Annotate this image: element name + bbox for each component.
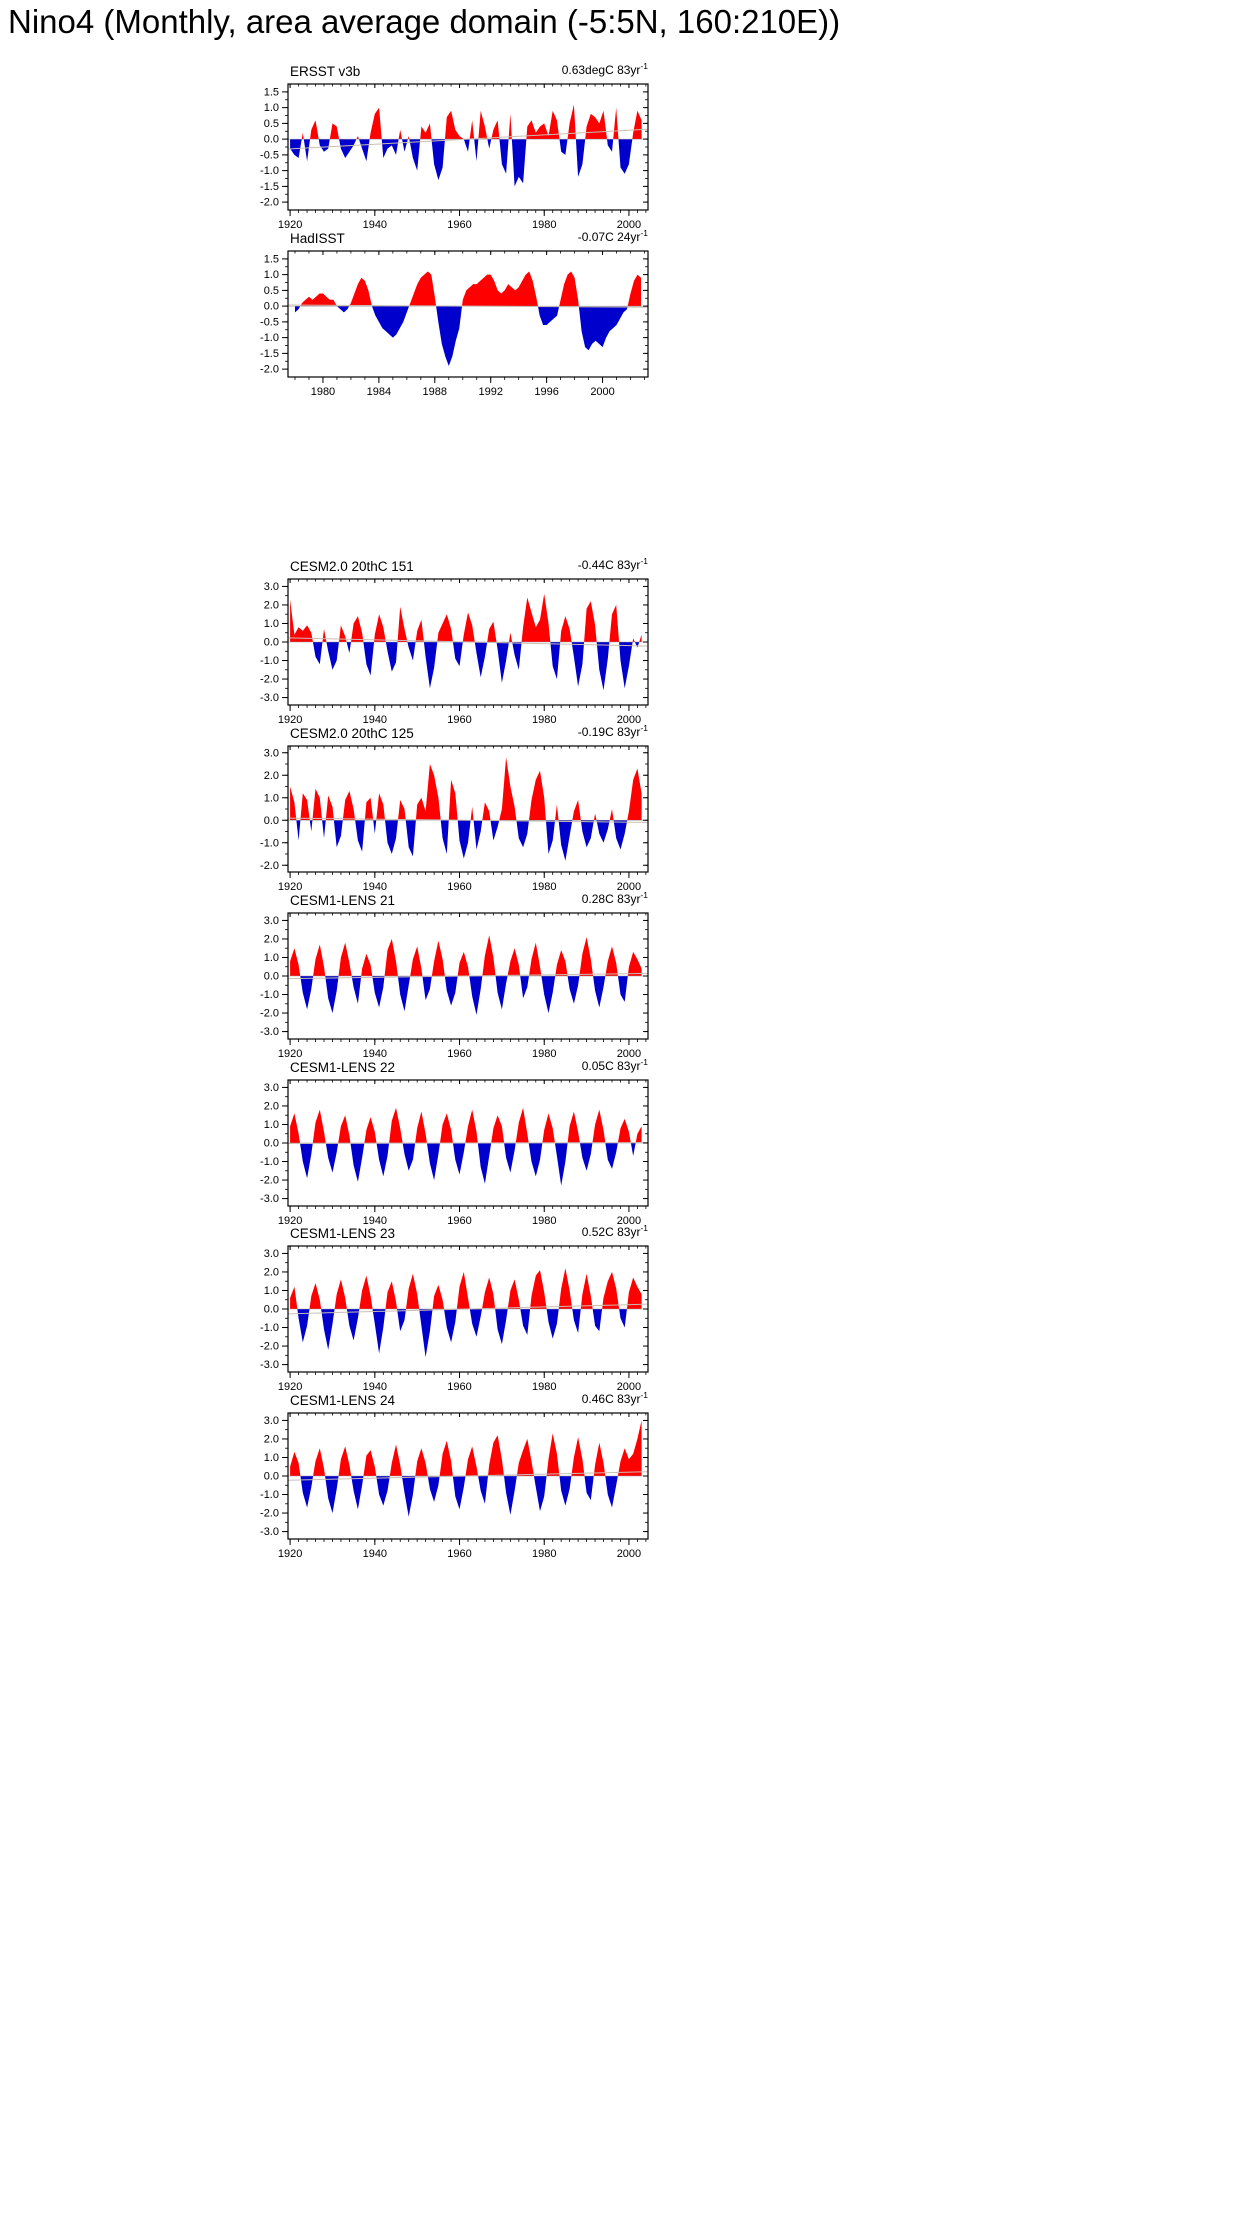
x-axis-tick-label: 1940 <box>362 219 388 231</box>
y-axis-tick-label: 3.0 <box>263 1081 279 1094</box>
y-axis-tick-label: -2.0 <box>260 196 279 209</box>
panel-cesm1-lens-22 <box>220 1054 690 1234</box>
y-axis-tick-label: 1.0 <box>263 617 279 630</box>
panel-title: CESM1-LENS 21 <box>290 893 396 908</box>
x-axis-tick-label: 1996 <box>534 386 559 398</box>
y-axis-tick-label: -0.5 <box>260 149 279 162</box>
x-axis-tick-label: 2000 <box>616 219 642 231</box>
x-axis-tick-label: 1920 <box>277 1381 303 1393</box>
y-axis-tick-label: 1.0 <box>263 269 279 282</box>
anomaly-area-negative <box>290 1108 641 1186</box>
x-axis-tick-label: 1940 <box>362 1215 388 1227</box>
figure-title: Nino4 (Monthly, area average domain (-5:5N, 160:210E)) <box>8 3 841 40</box>
y-axis-tick-label: 0.0 <box>263 300 279 313</box>
x-axis-tick-label: 1984 <box>366 386 392 398</box>
x-axis-tick-label: 1920 <box>277 1215 303 1227</box>
x-axis-tick-label: 1960 <box>447 1215 472 1227</box>
y-axis-tick-label: 2.0 <box>263 1100 279 1113</box>
x-axis-tick-label: 2000 <box>616 1048 642 1060</box>
axis-tick-labels <box>260 253 615 398</box>
anomaly-area-negative <box>295 272 641 367</box>
axis-tick-labels <box>260 1415 641 1560</box>
y-axis-tick-label: -3.0 <box>260 1193 279 1206</box>
y-axis-tick-label: 0.0 <box>263 133 279 146</box>
trend-label-exponent: -1 <box>640 1223 648 1233</box>
y-axis-tick-label: -2.0 <box>260 1174 279 1187</box>
panel-cesm1-lens-23 <box>220 1220 690 1400</box>
x-axis-tick-label: 1920 <box>277 219 303 231</box>
x-axis-tick-label: 1940 <box>362 1048 388 1060</box>
x-axis-tick-label: 1960 <box>447 714 472 726</box>
anomaly-area-negative <box>290 105 641 187</box>
trend-label: -0.44C $83yr^{-1}$ <box>577 556 648 572</box>
x-axis-tick-label: 1960 <box>447 1381 472 1393</box>
x-axis-tick-label: 2000 <box>590 386 615 398</box>
y-axis-tick-label: 0.0 <box>263 970 279 983</box>
trend-label: 0.05C $83yr^{-1}$ <box>581 1057 648 1073</box>
y-axis-tick-label: 0.0 <box>263 1137 279 1150</box>
y-axis-tick-label: -1.0 <box>260 989 279 1002</box>
panel-title: CESM1-LENS 22 <box>290 1060 396 1075</box>
x-axis-tick-label: 2000 <box>616 1381 642 1393</box>
y-axis-tick-label: -1.0 <box>260 655 279 668</box>
y-axis-tick-label: -3.0 <box>260 1359 279 1372</box>
panel-hadisst <box>220 225 690 405</box>
trend-label-exponent: -1 <box>640 890 648 900</box>
y-axis-tick-label: 0.0 <box>263 636 279 649</box>
y-axis-tick-label: 0.0 <box>263 1303 279 1316</box>
x-axis-tick-label: 1992 <box>478 386 503 398</box>
y-axis-tick-label: 2.0 <box>263 1433 279 1446</box>
plot-frame <box>288 746 648 872</box>
panel-cesm2-0-20thc-151 <box>220 553 690 733</box>
y-axis-tick-label: 0.5 <box>263 117 279 130</box>
axis-tick-labels <box>260 86 641 231</box>
trend-label-exponent: -1 <box>640 556 648 566</box>
trend-label-exponent: -1 <box>640 228 648 238</box>
panel-ersst-v3b <box>220 58 690 238</box>
trend-label-exponent: -1 <box>640 1390 648 1400</box>
y-axis-tick-label: 2.0 <box>263 933 279 946</box>
y-axis-tick-label: -1.0 <box>260 1489 279 1502</box>
panel-cesm2-0-20thc-125 <box>220 720 690 900</box>
panel-cesm1-lens-21 <box>220 887 690 1067</box>
y-axis-tick-label: 0.5 <box>263 284 279 297</box>
y-axis-tick-label: -2.0 <box>260 1507 279 1520</box>
y-axis-tick-label: -1.0 <box>260 165 279 178</box>
y-axis-tick-label: 1.0 <box>263 1284 279 1297</box>
y-axis-tick-label: 3.0 <box>263 1247 279 1260</box>
y-axis-tick-label: -1.0 <box>260 1322 279 1335</box>
x-axis-tick-label: 1940 <box>362 714 388 726</box>
x-axis-tick-label: 1940 <box>362 1548 388 1560</box>
y-axis-tick-label: -1.5 <box>260 180 279 193</box>
axis-ticks <box>282 84 648 216</box>
y-axis-tick-label: 0.0 <box>263 1470 279 1483</box>
anomaly-area-negative <box>290 757 641 861</box>
panel-title: ERSST v3b <box>290 64 361 79</box>
trend-label-exponent: -1 <box>640 61 648 71</box>
x-axis-tick-label: 1980 <box>531 1381 557 1393</box>
trend-label: 0.63degC $83yr^{-1}$ <box>561 61 648 77</box>
y-axis-tick-label: 3.0 <box>263 1414 279 1427</box>
x-axis-tick-label: 1940 <box>362 881 388 893</box>
x-axis-tick-label: 1920 <box>277 1548 303 1560</box>
y-axis-tick-label: 1.5 <box>263 86 279 99</box>
x-axis-tick-label: 1980 <box>531 219 557 231</box>
x-axis-tick-label: 1920 <box>277 881 303 893</box>
trend-label: -0.07C $24yr^{-1}$ <box>577 228 648 244</box>
y-axis-tick-label: 3.0 <box>263 747 279 760</box>
x-axis-tick-label: 1980 <box>531 1048 557 1060</box>
x-axis-tick-label: 1980 <box>531 881 557 893</box>
y-axis-tick-label: -2.0 <box>260 859 279 872</box>
trend-label: 0.28C $83yr^{-1}$ <box>581 890 648 906</box>
x-axis-tick-label: 1980 <box>531 714 557 726</box>
panel-cesm1-lens-24 <box>220 1387 690 1567</box>
x-axis-tick-label: 2000 <box>616 1548 642 1560</box>
y-axis-tick-label: -2.0 <box>260 673 279 686</box>
panel-title: CESM2.0 20thC 151 <box>290 559 414 574</box>
y-axis-tick-label: -2.0 <box>260 363 279 376</box>
y-axis-tick-label: 1.0 <box>263 951 279 964</box>
y-axis-tick-label: -1.0 <box>260 1156 279 1169</box>
y-axis-tick-label: -1.5 <box>260 347 279 360</box>
x-axis-tick-label: 1980 <box>310 386 336 398</box>
x-axis-tick-label: 2000 <box>616 714 642 726</box>
axis-ticks <box>282 746 648 878</box>
y-axis-tick-label: 2.0 <box>263 599 279 612</box>
x-axis-tick-label: 1980 <box>531 1548 557 1560</box>
y-axis-tick-label: 3.0 <box>263 580 279 593</box>
x-axis-tick-label: 2000 <box>616 881 642 893</box>
y-axis-tick-label: -2.0 <box>260 1340 279 1353</box>
panel-title: CESM2.0 20thC 125 <box>290 726 414 741</box>
y-axis-tick-label: -3.0 <box>260 1026 279 1039</box>
x-axis-tick-label: 1980 <box>531 1215 557 1227</box>
trend-label: 0.52C $83yr^{-1}$ <box>581 1223 648 1239</box>
y-axis-tick-label: 1.0 <box>263 1118 279 1131</box>
y-axis-tick-label: 2.0 <box>263 1266 279 1279</box>
anomaly-area-positive <box>290 935 641 1015</box>
x-axis-tick-label: 1920 <box>277 714 303 726</box>
y-axis-tick-label: 0.0 <box>263 814 279 827</box>
y-axis-tick-label: -3.0 <box>260 692 279 705</box>
x-axis-tick-label: 1960 <box>447 881 472 893</box>
y-axis-tick-label: 3.0 <box>263 914 279 927</box>
x-axis-tick-label: 1940 <box>362 1381 388 1393</box>
panel-title: CESM1-LENS 23 <box>290 1226 396 1241</box>
x-axis-tick-label: 1960 <box>447 1048 472 1060</box>
x-axis-tick-label: 1988 <box>422 386 448 398</box>
y-axis-tick-label: -2.0 <box>260 1007 279 1020</box>
panel-title: HadISST <box>290 231 345 246</box>
y-axis-tick-label: 2.0 <box>263 769 279 782</box>
y-axis-tick-label: 1.0 <box>263 102 279 115</box>
y-axis-tick-label: 1.0 <box>263 1451 279 1464</box>
x-axis-tick-label: 2000 <box>616 1215 642 1227</box>
x-axis-tick-label: 1960 <box>447 1548 472 1560</box>
axis-ticks <box>282 1246 648 1378</box>
y-axis-tick-label: -1.0 <box>260 837 279 850</box>
panel-title: CESM1-LENS 24 <box>290 1393 396 1408</box>
y-axis-tick-label: 1.5 <box>263 253 279 266</box>
trend-label: 0.46C $83yr^{-1}$ <box>581 1390 648 1406</box>
trend-label-exponent: -1 <box>640 723 648 733</box>
x-axis-tick-label: 1960 <box>447 219 472 231</box>
y-axis-tick-label: -0.5 <box>260 316 279 329</box>
y-axis-tick-label: -3.0 <box>260 1526 279 1539</box>
y-axis-tick-label: -1.0 <box>260 332 279 345</box>
x-axis-tick-label: 1920 <box>277 1048 303 1060</box>
trend-label-exponent: -1 <box>640 1057 648 1067</box>
trend-label: -0.19C $83yr^{-1}$ <box>577 723 648 739</box>
anomaly-area-positive <box>290 1420 641 1516</box>
y-axis-tick-label: 1.0 <box>263 792 279 805</box>
